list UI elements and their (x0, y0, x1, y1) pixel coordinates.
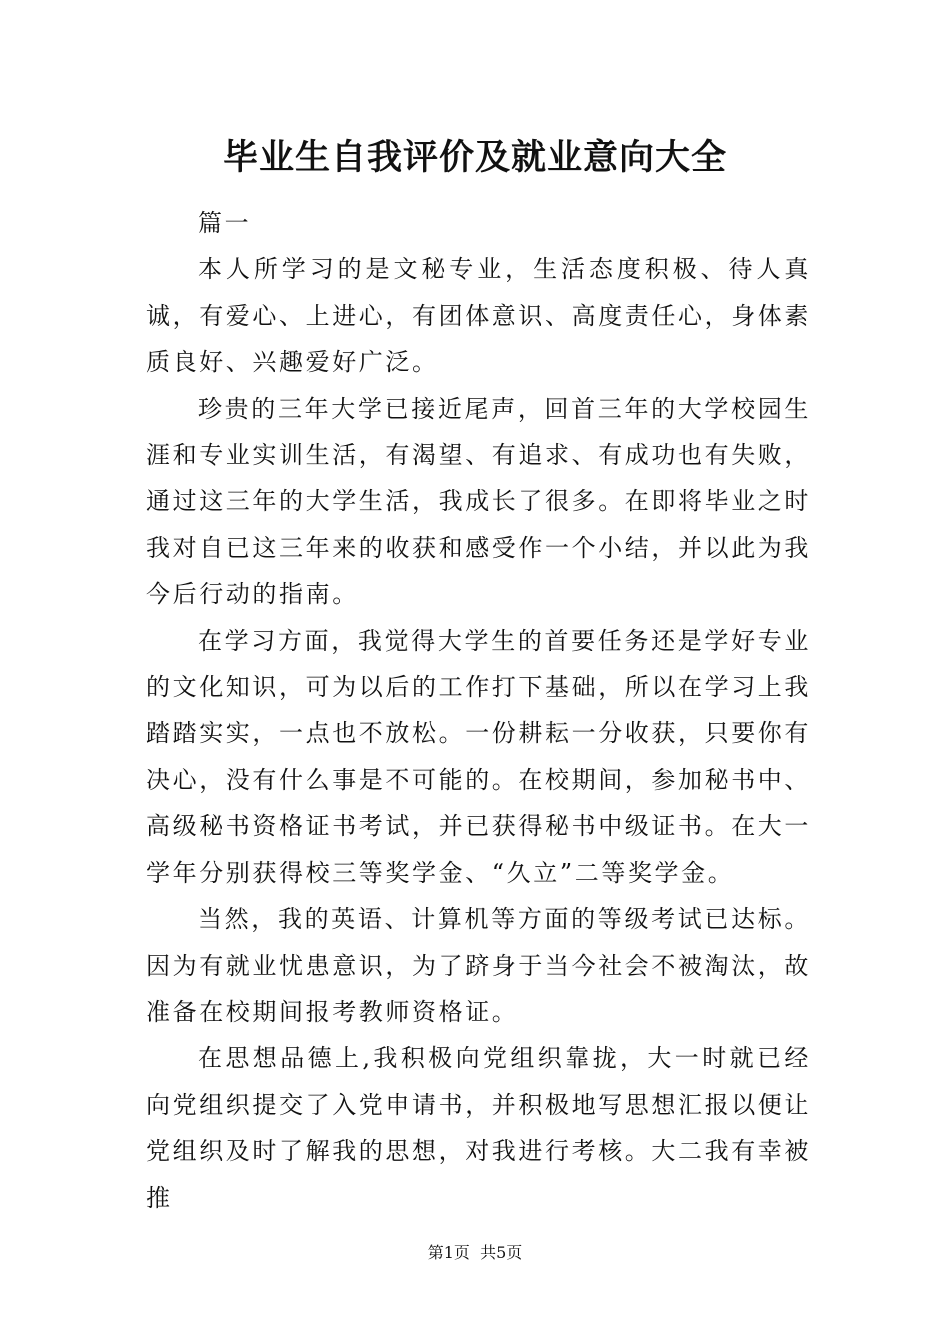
document-body (146, 200, 811, 1221)
paragraph: 珍贵的三年大学已接近尾声，回首三年的大学校园生涯和专业实训生活，有渴望、有追求、有成功也有失败，通过这三年的大学生活，我成长了很多。在即将毕业之时我对自已这三年来的收获和感受作一个小结，并以此为我今后行动的指南。 (146, 394, 811, 609)
section-heading: 篇一 (198, 209, 252, 237)
document-title: 毕业生自我评价及就业意向大全 (222, 137, 727, 178)
paragraph: 在学习方面，我觉得大学生的首要任务还是学好专业的文化知识，可为以后的工作打下基础，所以在学习上我踏踏实实，一点也不放松。一份耕耘一分收获，只要你有决心，没有什么事是不可能的。在校期间，参加秘书中、高级秘书资格证书考试，并已获得秘书中级证书。在大一学年分别获得校三等奖学金、“久立”二等奖学金。 (146, 626, 811, 887)
page-number: 第1页 共5页 (427, 1243, 523, 1262)
paragraph: 在思想品德上,我积极向党组织靠拢，大一时就已经向党组织提交了入党申请书，并积极地写思想汇报以便让党组织及时了解我的思想，对我进行考核。大二我有幸被推 (146, 1044, 811, 1212)
paragraph: 本人所学习的是文秘专业，生活态度积极、待人真诚，有爱心、上进心，有团体意识、高度责任心，身体素质良好、兴趣爱好广泛。 (146, 255, 811, 377)
page-footer (0, 1242, 950, 1264)
paragraph: 当然，我的英语、计算机等方面的等级考试已达标。因为有就业忧患意识，为了跻身于当今社会不被淘汰，故准备在校期间报考教师资格证。 (146, 905, 811, 1026)
